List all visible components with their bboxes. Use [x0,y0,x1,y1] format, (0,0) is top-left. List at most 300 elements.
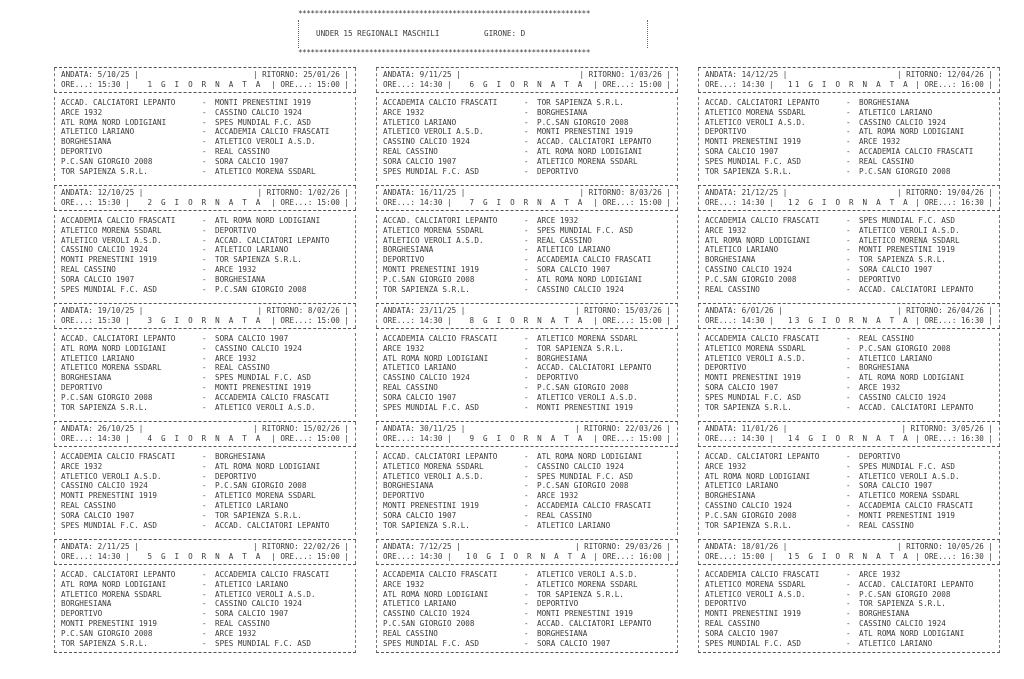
home-team: ATLETICO LARIANO [383,363,457,373]
home-team: CASSINO CALCIO 1924 [705,501,792,510]
match-separator: - [846,363,851,373]
andata-date: 26/10/25 [97,424,135,433]
match-row [705,609,995,619]
away-team: ATL ROMA NORD LODIGIANI [537,452,643,461]
ritorno-time: 15:00 [316,80,340,89]
match-separator: - [846,638,851,648]
divider [54,446,356,447]
match-row [705,393,995,403]
andata-info: ANDATA: 5/10/25 | [61,70,139,79]
match-row [705,619,995,629]
home-team: MONTI PRENESTINI 1919 [61,491,158,501]
ritorno-time: 15:00 [316,434,340,443]
away-team: ATLETICO LARIANO [859,107,933,117]
andata-ore-label: ORE...: [705,316,738,325]
away-team: ACCAD. CALCIATORI LEPANTO [215,520,330,530]
away-team: CASSINO CALCIO 1924 [537,461,624,471]
match-separator: - [524,235,529,245]
ritorno-info: | RITORNO: 1/02/26 | [257,188,349,197]
match-separator: - [524,274,529,284]
ritorno-info: | RITORNO: 29/03/26 | [574,542,671,551]
ritorno-date: 15/03/26 [625,306,662,315]
ritorno-ore-label: ORE...: [602,552,635,561]
match-list [54,97,356,181]
match-separator: - [524,402,529,412]
dates-row [383,188,671,197]
match-row [61,147,351,157]
andata-label: ANDATA: [61,70,94,79]
away-team: ACCAD. CALCIATORI LEPANTO [859,579,974,589]
away-team: ACCADEMIA CALCIO FRASCATI [215,392,330,402]
times-row [705,552,993,561]
round-block [698,421,1000,539]
away-team: ATL ROMA NORD LODIGIANI [537,274,643,284]
home-team: MONTI PRENESTINI 1919 [383,501,480,510]
andata-info: ANDATA: 18/01/26 | [705,542,788,551]
ritorno-time: 15:00 [316,198,340,207]
ritorno-label: RITORNO: [910,424,948,433]
andata-info: ANDATA: 7/12/25 | [383,542,461,551]
away-team: BORGHESIANA [537,628,588,638]
divider [698,92,1000,93]
match-row [705,383,995,393]
away-team: ATLETICO MORENA SSDARL [537,579,638,589]
match-separator: - [846,98,851,107]
home-team: DEPORTIVO [61,383,103,392]
times-row [705,434,993,443]
match-row [61,137,351,147]
round-block [698,67,1000,185]
match-separator: - [524,245,529,255]
away-team: CASSINO CALCIO 1924 [215,107,302,117]
andata-ore-label: ORE...: [383,198,416,207]
ritorno-date: 10/05/26 [947,542,984,551]
ritorno-label: RITORNO: [262,424,299,433]
match-separator: - [524,265,529,274]
andata-label: ANDATA: [705,306,738,315]
home-team: ARCE 1932 [383,107,425,117]
match-separator: - [524,127,529,137]
home-team: P.C.SAN GIORGIO 2008 [383,619,475,628]
match-row [705,354,995,364]
ritorno-time: 16:30 [960,198,984,207]
match-row [383,245,673,255]
ritorno-time-info: | ORE...: 15:00 | [271,316,349,325]
ritorno-ore-label: ORE...: [602,80,635,89]
andata-time: 15:30 [97,80,121,89]
ritorno-time-info: | ORE...: 15:00 | [593,80,671,89]
match-row [383,334,673,344]
away-team: ATLETICO LARIANO [859,353,933,363]
home-team: ACCAD. CALCIATORI LEPANTO [383,216,498,225]
home-team: TOR SAPIENZA S.R.L. [383,520,470,530]
round-header [376,186,678,210]
away-team: BORGHESIANA [215,452,266,461]
match-separator: - [524,491,529,501]
away-team: DEPORTIVO [215,225,257,235]
match-row [383,462,673,472]
away-team: CASSINO CALCIO 1924 [215,599,302,609]
away-team: ACCAD. CALCIATORI LEPANTO [537,363,652,373]
match-row [383,590,673,600]
away-team: ATLETICO MORENA SSDARL [537,156,638,166]
home-team: TOR SAPIENZA S.R.L. [383,284,470,294]
away-team: ACCAD. CALCIATORI LEPANTO [537,619,652,628]
match-separator: - [846,147,851,156]
away-team: SORA CALCIO 1907 [859,265,933,274]
away-team: DEPORTIVO [859,274,901,284]
dates-row [383,424,671,433]
match-separator: - [846,452,851,461]
home-team: SPES MUNDIAL F.C. ASD [61,284,158,294]
home-team: CASSINO CALCIO 1924 [383,373,470,383]
away-team: REAL CASSINO [215,363,270,373]
home-team: TOR SAPIENZA S.R.L. [705,520,792,530]
ritorno-time-info: | ORE...: 16:30 | [915,552,993,561]
times-row [705,198,993,207]
andata-ore-label: ORE...: [61,434,94,443]
away-team: ARCE 1932 [215,265,257,274]
match-row [705,137,995,147]
match-separator: - [202,147,207,156]
giornata-label: 5 G I O R N A T A [147,552,263,561]
home-team: BORGHESIANA [61,137,112,147]
giornata-label: 15 G I O R N A T A [788,552,910,561]
away-team: MONTI PRENESTINI 1919 [537,402,634,412]
match-separator: - [846,579,851,589]
andata-label: ANDATA: [61,424,94,433]
match-list [698,569,1000,653]
away-team: P.C.SAN GIORGIO 2008 [859,589,951,599]
match-separator: - [846,619,851,628]
match-separator: - [846,334,851,343]
ritorno-time-info: | ORE...: 15:00 | [593,434,671,443]
schedule-column [376,67,678,657]
match-row [61,619,351,629]
match-row [383,570,673,580]
ritorno-label: RITORNO: [906,188,943,197]
round-block [376,67,678,185]
andata-info: ANDATA: 11/01/26 | [705,424,788,433]
match-list [376,97,678,181]
match-row [61,98,351,108]
away-team: ATL ROMA NORD LODIGIANI [859,373,965,383]
home-team: ATLETICO LARIANO [61,353,135,363]
away-team: REAL CASSINO [215,619,270,628]
match-row [705,363,995,373]
times-row [383,198,671,207]
dates-row [705,542,993,551]
giornata-label: 2 G I O R N A T A [147,198,263,207]
away-team: ATLETICO LARIANO [537,245,611,255]
andata-label: ANDATA: [705,424,738,433]
away-team: DEPORTIVO [537,166,579,176]
andata-info: ANDATA: 16/11/25 | [383,188,466,197]
ritorno-time-info: | ORE...: 16:30 | [915,316,993,325]
andata-label: ANDATA: [61,188,94,197]
match-row [705,570,995,580]
away-team: TOR SAPIENZA S.R.L. [859,599,946,609]
match-row [383,393,673,403]
round-block [698,303,1000,421]
match-separator: - [524,638,529,648]
match-row [705,226,995,236]
divider [54,564,356,565]
away-team: P.C.SAN GIORGIO 2008 [537,481,629,491]
andata-ore-label: ORE...: [705,552,738,561]
match-separator: - [524,255,529,265]
giornata-label: 7 G I O R N A T A [469,198,585,207]
home-team: ATLETICO VEROLI A.S.D. [705,117,806,127]
away-team: P.C.SAN GIORGIO 2008 [215,481,307,491]
away-team: ATLETICO MORENA SSDARL [859,235,960,245]
ritorno-time-info: | ORE...: 16:30 | [915,434,993,443]
match-row [61,599,351,609]
dates-row [61,424,349,433]
match-row [61,118,351,128]
times-row [61,434,349,443]
match-row [705,373,995,383]
andata-time: 14:30 [741,80,765,89]
match-separator: - [202,225,207,235]
match-row [705,127,995,137]
round-block [54,421,356,539]
away-team: SORA CALCIO 1907 [859,481,933,491]
match-row [705,167,995,177]
giornata-label: 9 G I O R N A T A [469,434,585,443]
match-separator: - [202,510,207,520]
match-row [705,452,995,462]
match-separator: - [846,491,851,501]
match-row [383,216,673,226]
match-separator: - [524,501,529,510]
match-separator: - [202,589,207,599]
ritorno-time: 15:00 [316,552,340,561]
away-team: BORGHESIANA [859,98,910,107]
ritorno-date: 15/02/26 [303,424,340,433]
match-separator: - [202,570,207,579]
match-separator: - [524,137,529,147]
match-separator: - [202,274,207,284]
andata-label: ANDATA: [383,70,416,79]
home-team: SORA CALCIO 1907 [705,383,779,392]
andata-time-info: ORE...: 14:30 | [61,552,130,561]
andata-info: ANDATA: 9/11/25 | [383,70,461,79]
round-header [54,304,356,328]
away-team: ATLETICO VEROLI A.S.D. [859,471,960,481]
divider [54,328,356,329]
header-border-bottom: ********************************************************************** [298,49,591,57]
match-row [383,147,673,157]
match-row [383,521,673,531]
ritorno-label: RITORNO: [266,188,304,197]
divider [376,446,678,447]
home-team: SPES MUNDIAL F.C. ASD [383,638,480,648]
home-team: ARCE 1932 [383,343,425,353]
away-team: SPES MUNDIAL F.C. ASD [537,471,634,481]
andata-time-info: ORE...: 14:30 | [383,80,452,89]
andata-ore-label: ORE...: [705,434,738,443]
match-separator: - [202,599,207,609]
match-row [705,472,995,482]
match-separator: - [524,166,529,176]
giornata-label: 14 G I O R N A T A [788,434,910,443]
match-row [705,590,995,600]
home-team: ATLETICO VEROLI A.S.D. [383,471,484,481]
match-row [61,373,351,383]
away-team: SORA CALCIO 1907 [537,265,611,274]
match-separator: - [846,274,851,284]
ritorno-label: RITORNO: [584,542,621,551]
match-row [61,157,351,167]
andata-time: 15:00 [741,552,765,561]
ritorno-date: 19/04/26 [947,188,984,197]
andata-date: 19/10/25 [97,306,135,315]
away-team: ARCE 1932 [859,383,901,392]
andata-time-info: ORE...: 15:30 | [61,198,130,207]
match-separator: - [202,255,207,265]
times-row [705,80,993,89]
match-row [705,275,995,285]
match-row [705,629,995,639]
match-row [383,511,673,521]
match-separator: - [846,343,851,353]
andata-info: ANDATA: 26/10/25 | [61,424,144,433]
andata-info: ANDATA: 2/11/25 | [61,542,139,551]
away-team: MONTI PRENESTINI 1919 [537,127,634,137]
away-team: TOR SAPIENZA S.R.L. [537,98,624,107]
match-row [705,403,995,413]
away-team: MONTI PRENESTINI 1919 [537,609,634,619]
ritorno-info: | RITORNO: 19/04/26 | [896,188,993,197]
home-team: BORGHESIANA [61,599,112,609]
match-row [383,236,673,246]
home-team: SPES MUNDIAL F.C. ASD [383,402,480,412]
away-team: ATLETICO MORENA SSDARL [537,334,638,343]
home-team: REAL CASSINO [705,284,760,294]
ritorno-info: | RITORNO: 22/03/26 | [574,424,671,433]
dates-row [61,306,349,315]
home-team: ATLETICO MORENA SSDARL [705,343,806,353]
match-separator: - [524,520,529,530]
match-separator: - [524,481,529,491]
home-team: SORA CALCIO 1907 [705,147,779,156]
match-list [54,451,356,535]
ritorno-ore-label: ORE...: [280,80,313,89]
dates-row [383,542,671,551]
home-team: ACCADEMIA CALCIO FRASCATI [383,570,498,579]
away-team: P.C.SAN GIORGIO 2008 [537,117,629,127]
header-box [298,20,648,48]
away-team: TOR SAPIENZA S.R.L. [537,589,624,599]
match-row [705,511,995,521]
away-team: ATLETICO VEROLI A.S.D. [859,225,960,235]
match-separator: - [524,156,529,166]
andata-time: 14:30 [419,198,443,207]
andata-time-info: ORE...: 14:30 | [383,434,452,443]
match-separator: - [202,353,207,363]
andata-time: 14:30 [97,434,121,443]
ritorno-date: 12/04/26 [947,70,984,79]
andata-ore-label: ORE...: [61,198,94,207]
match-row [61,609,351,619]
match-row [383,452,673,462]
match-separator: - [846,166,851,176]
match-row [383,137,673,147]
match-row [61,285,351,295]
match-separator: - [202,245,207,255]
match-row [383,373,673,383]
away-team: ACCAD. CALCIATORI LEPANTO [859,402,974,412]
round-block [54,185,356,303]
andata-ore-label: ORE...: [61,316,94,325]
away-team: MONTI PRENESTINI 1919 [215,383,312,392]
home-team: CASSINO CALCIO 1924 [383,137,470,147]
ritorno-ore-label: ORE...: [280,552,313,561]
away-team: ATLETICO LARIANO [215,579,289,589]
home-team: MONTI PRENESTINI 1919 [705,609,802,619]
home-team: P.C.SAN GIORGIO 2008 [61,628,153,638]
match-row [383,354,673,364]
home-team: ACCADEMIA CALCIO FRASCATI [61,216,176,225]
match-row [61,393,351,403]
home-team: CASSINO CALCIO 1924 [61,245,148,255]
home-team: SPES MUNDIAL F.C. ASD [705,392,802,402]
ritorno-time: 15:00 [638,198,662,207]
match-row [383,403,673,413]
dates-row [705,306,993,315]
home-team: REAL CASSINO [383,628,438,638]
home-team: ATLETICO VEROLI A.S.D. [61,471,162,481]
match-separator: - [846,284,851,294]
times-row [383,316,671,325]
home-team: CASSINO CALCIO 1924 [705,265,792,274]
match-row [705,216,995,226]
match-list [376,333,678,417]
andata-info: ANDATA: 14/12/25 | [705,70,788,79]
round-block [54,67,356,185]
match-separator: - [846,570,851,579]
ritorno-ore-label: ORE...: [280,434,313,443]
round-block [376,303,678,421]
match-separator: - [524,599,529,609]
match-separator: - [846,599,851,609]
andata-time: 14:30 [97,552,121,561]
away-team: P.C.SAN GIORGIO 2008 [859,166,951,176]
ritorno-date: 29/03/26 [625,542,662,551]
ritorno-label: RITORNO: [588,70,626,79]
home-team: ACCAD. CALCIATORI LEPANTO [61,334,176,343]
match-row [61,452,351,462]
match-separator: - [846,609,851,619]
match-separator: - [846,481,851,491]
match-row [61,491,351,501]
home-team: DEPORTIVO [61,609,103,619]
away-team: BORGHESIANA [537,107,588,117]
away-team: REAL CASSINO [859,156,914,166]
ritorno-time: 15:00 [638,80,662,89]
home-team: MONTI PRENESTINI 1919 [383,265,480,274]
away-team: ATL ROMA NORD LODIGIANI [859,127,965,137]
andata-date: 7/12/25 [419,542,452,551]
home-team: SORA CALCIO 1907 [61,510,135,520]
dates-row [61,70,349,79]
home-team: DEPORTIVO [705,363,747,373]
divider [698,328,1000,329]
match-separator: - [202,402,207,412]
away-team: BORGHESIANA [215,274,266,284]
home-team: REAL CASSINO [383,383,438,392]
